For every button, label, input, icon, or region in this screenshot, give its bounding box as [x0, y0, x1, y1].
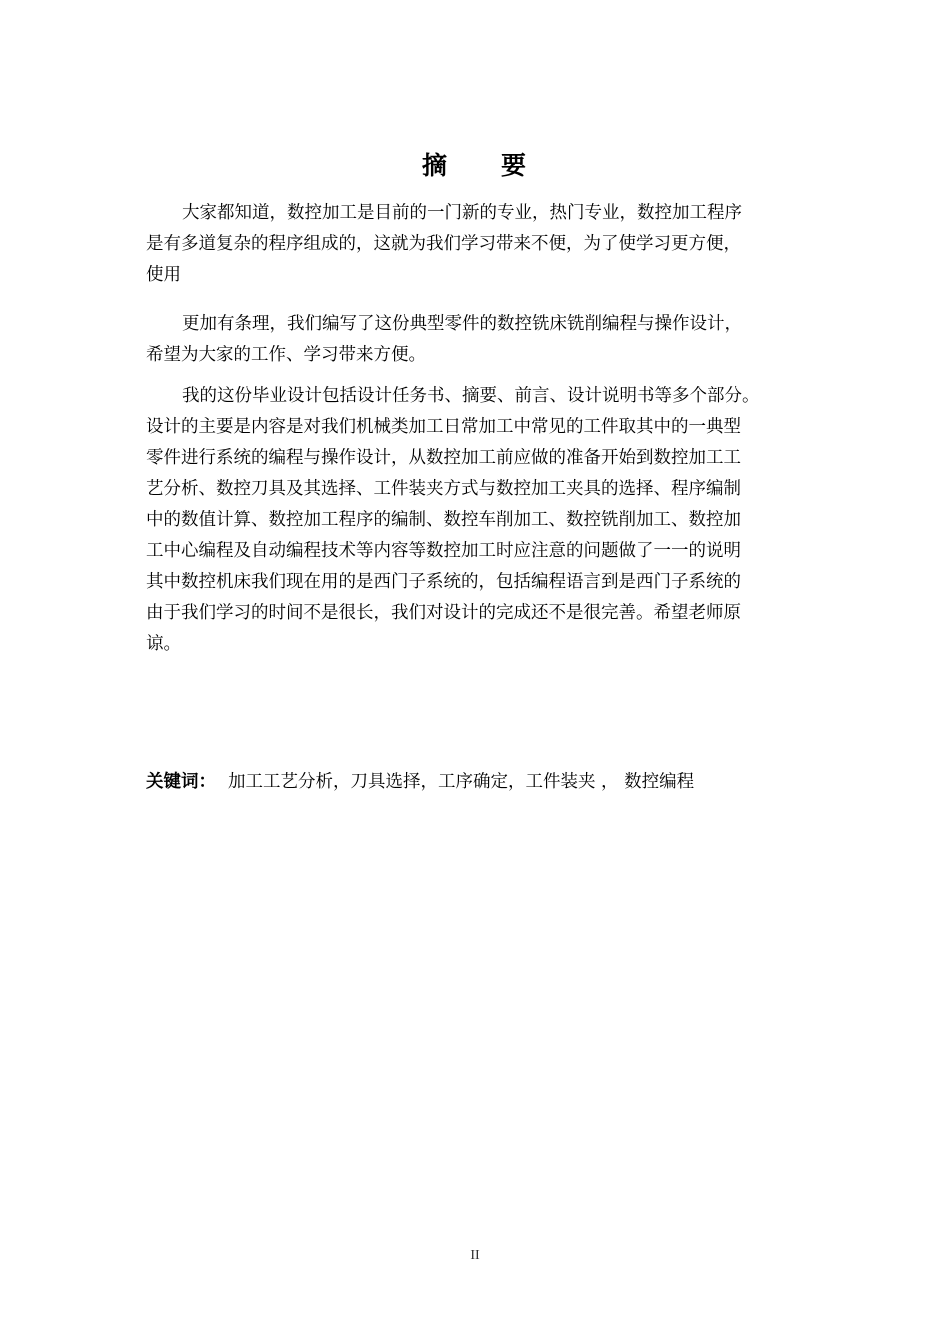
abstract-title-char-1: 摘: [421, 151, 449, 180]
paragraph-3-line-1: 我的这份毕业设计包括设计任务书、摘要、前言、设计说明书等多个部分。: [182, 386, 760, 406]
keywords-line: [146, 767, 694, 798]
keywords-values: 加工工艺分析，刀具选择，工序确定，工件装夹 ， 数控编程: [228, 772, 695, 792]
paragraph-3-line-5: 中的数值计算、数控加工程序的编制、数控车削加工、数控铣削加工、数控加: [146, 510, 741, 530]
paragraph-1: [146, 198, 826, 291]
paragraph-3-line-6: 工中心编程及自动编程技术等内容等数控加工时应注意的问题做了一一的说明: [146, 541, 741, 561]
paragraph-3-line-3: 零件进行系统的编程与操作设计，从数控加工前应做的准备开始到数控加工工: [146, 448, 741, 468]
paragraph-3-line-8: 由于我们学习的时间不是很长，我们对设计的完成还不是很完善。希望老师原: [146, 603, 741, 623]
abstract-title: [0, 146, 950, 182]
paragraph-3-line-7: 其中数控机床我们现在用的是西门子系统的，包括编程语言到是西门子系统的: [146, 572, 741, 592]
paragraph-3-line-9: 谅。: [146, 634, 181, 654]
paragraph-2: [146, 309, 826, 371]
paragraph-3: [146, 381, 826, 660]
paragraph-2-line-1: 更加有条理，我们编写了这份典型零件的数控铣床铣削编程与操作设计，: [182, 314, 742, 334]
keywords-label: 关键词：: [146, 772, 216, 792]
paragraph-3-line-2: 设计的主要是内容是对我们机械类加工日常加工中常见的工件取其中的一典型: [146, 417, 741, 437]
paragraph-1-line-1: 大家都知道，数控加工是目前的一门新的专业，热门专业，数控加工程序: [182, 203, 742, 223]
paragraph-2-line-2: 希望为大家的工作、学习带来方便。: [146, 345, 426, 365]
paragraph-1-line-2: 是有多道复杂的程序组成的，这就为我们学习带来不便，为了使学习更方便，: [146, 234, 741, 254]
page-number: II: [470, 1248, 480, 1263]
abstract-title-char-2: 要: [501, 151, 529, 180]
paragraph-1-line-3: 使用: [146, 265, 181, 285]
paragraph-3-line-4: 艺分析、数控刀具及其选择、工件装夹方式与数控加工夹具的选择、程序编制: [146, 479, 741, 499]
